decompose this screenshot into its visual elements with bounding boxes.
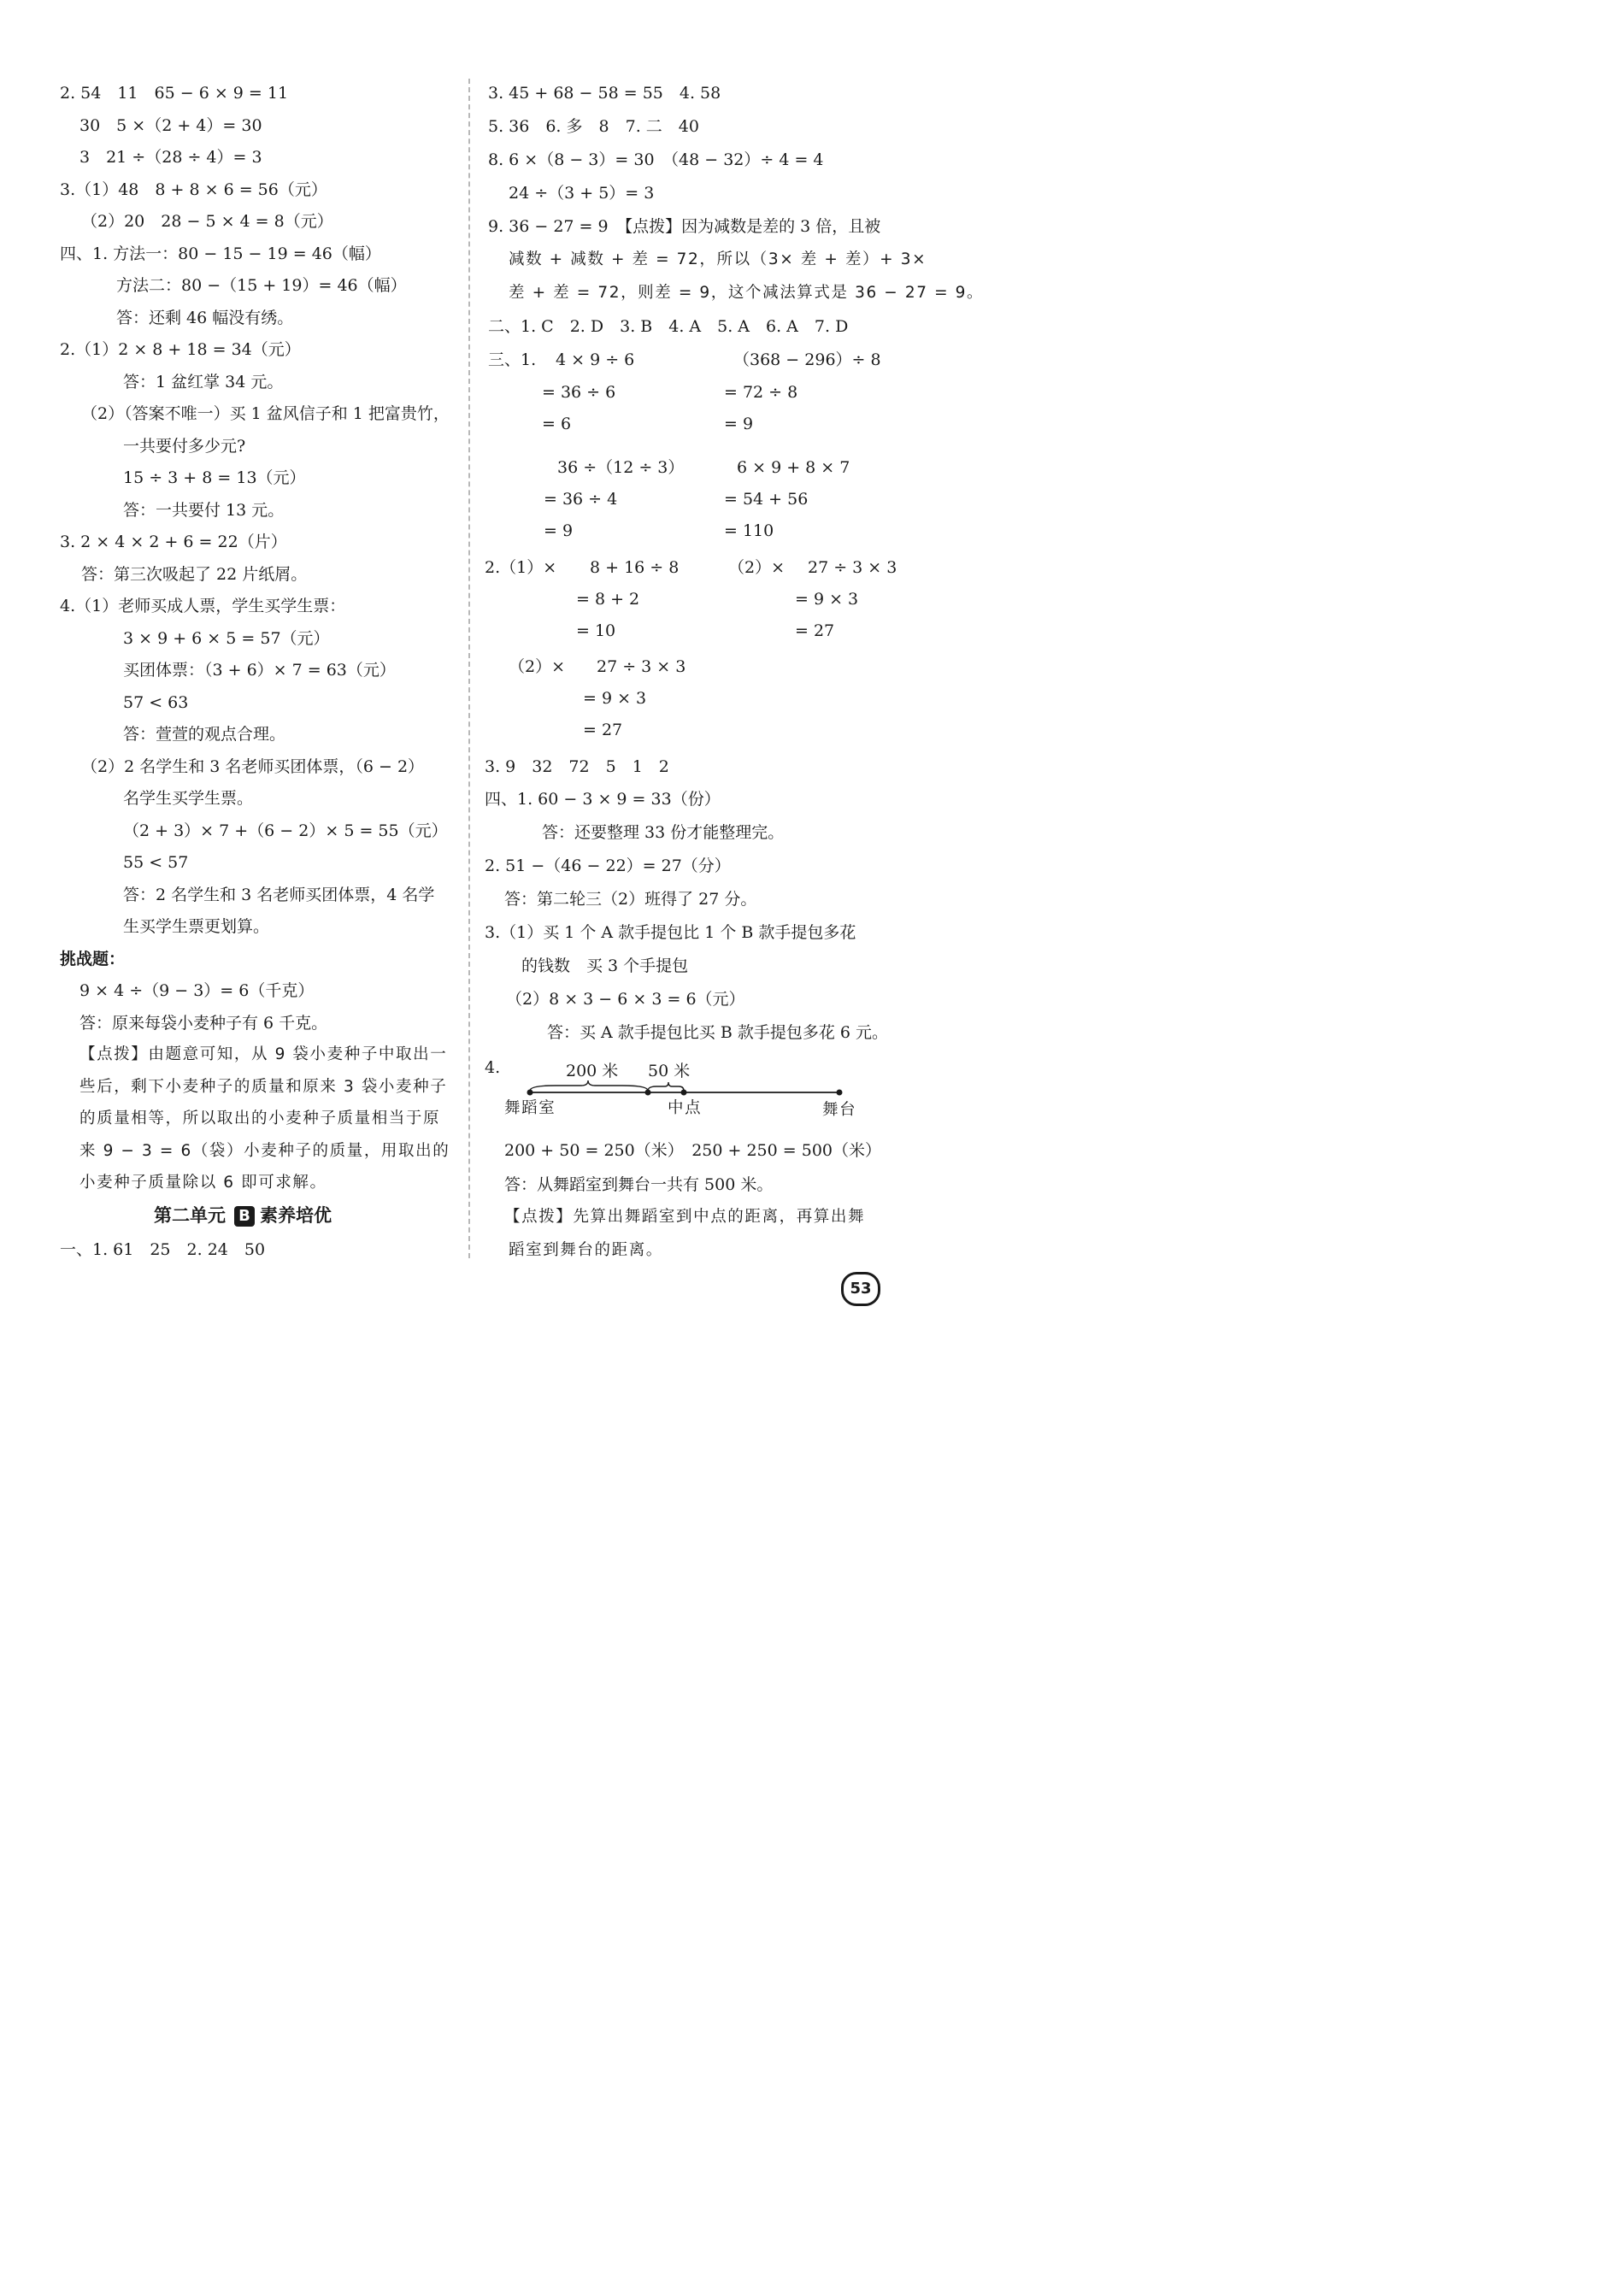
answer-key-page [0, 0, 985, 1340]
left-line-1: 2. 54 11 65 − 6 × 9 = 11 [60, 84, 289, 103]
calc-c-3: = 9 [544, 521, 574, 540]
calc-a-1: 4 × 9 ÷ 6 [556, 350, 635, 369]
page-number: 53 [841, 1272, 880, 1306]
left-line-25: 55 < 57 [123, 853, 189, 872]
q2-3-calc-3: = 27 [583, 721, 623, 739]
right-line-s4-3c: （2）8 × 3 − 6 × 3 = 6（元） [506, 990, 745, 1009]
label-end: 舞台 [822, 1101, 857, 1119]
unit-title-prefix: 第二单元 [154, 1205, 226, 1226]
left-line-8: 答：还剩 46 幅没有绣。 [116, 309, 294, 327]
left-line-10: 答：1 盆红掌 34 元。 [123, 373, 284, 391]
right-line-6: 减数 + 减数 + 差 = 72，所以（3× 差 + 差）+ 3× [509, 250, 927, 268]
right-line-7: 差 + 差 = 72，则差 = 9，这个减法算式是 36 − 27 = 9。 [509, 284, 985, 302]
left-line-21: 答：萱萱的观点合理。 [123, 725, 286, 744]
left-line-16: 答：第三次吸起了 22 片纸屑。 [81, 565, 308, 584]
left-line-36: 一、1. 61 25 2. 24 50 [60, 1240, 266, 1259]
calc-b-3: = 9 [724, 415, 754, 433]
right-hint-line-1: 【点拨】先算出舞蹈室到中点的距离，再算出舞 [504, 1208, 866, 1226]
point-after-200 [645, 1090, 651, 1096]
q2-3-label: （2）× [509, 657, 566, 676]
unit-title [154, 1204, 332, 1227]
right-line-5: 9. 36 − 27 = 9 【点拨】因为减数是差的 3 倍，且被 [488, 217, 881, 236]
right-line-s4-4-calc: 200 + 50 = 250（米） 250 + 250 = 500（米） [504, 1141, 881, 1160]
left-line-17: 4.（1）老师买成人票，学生买学生票： [60, 597, 346, 615]
right-line-3: 8. 6 ×（8 − 3）= 30 （48 − 32）÷ 4 = 4 [488, 150, 824, 169]
q2-2-calc-2: = 9 × 3 [795, 590, 859, 609]
calc-d-3: = 110 [724, 521, 774, 540]
brace-50 [648, 1082, 684, 1091]
q2-1-calc-2: = 8 + 2 [576, 590, 640, 609]
right-hint-line-2: 蹈室到舞台的距离。 [509, 1241, 663, 1259]
q2-1-calc-1: 8 + 16 ÷ 8 [590, 558, 680, 577]
label-50: 50 米 [648, 1062, 691, 1080]
calc-b-2: = 72 ÷ 8 [724, 383, 798, 402]
unit-title-suffix: 素养培优 [260, 1205, 332, 1226]
right-line-s4-2-ans: 答：第二轮三（2）班得了 27 分。 [504, 890, 757, 909]
hint-line-3: 的质量相等，所以取出的小麦种子质量相当于原 [79, 1110, 441, 1127]
left-line-9: 2.（1）2 × 8 + 18 = 34（元） [60, 340, 301, 359]
left-line-4: 3.（1）48 8 + 8 × 6 = 56（元） [60, 180, 327, 199]
left-line-3: 3 21 ÷（28 ÷ 4）= 3 [79, 148, 262, 167]
right-line-s4-1: 四、1. 60 − 3 × 9 = 33（份） [485, 790, 721, 809]
hint-line-4: 来 9 − 3 = 6（袋）小麦种子的质量，用取出的 [79, 1142, 450, 1160]
right-line-s4-3-ans: 答：买 A 款手提包比买 B 款手提包多花 6 元。 [547, 1023, 889, 1042]
right-line-s4-4: 4. [485, 1058, 501, 1077]
left-line-7: 方法二：80 −（15 + 19）= 46（幅） [116, 276, 407, 295]
right-line-1: 3. 45 + 68 − 58 = 55 4. 58 [488, 84, 721, 103]
right-line-s4-3b: 的钱数 买 3 个手提包 [521, 956, 689, 975]
q2-2-calc-3: = 27 [795, 621, 835, 640]
calc-c-2: = 36 ÷ 4 [544, 490, 618, 509]
calc-d-2: = 54 + 56 [724, 490, 809, 509]
calc-a-2: = 36 ÷ 6 [542, 383, 616, 402]
left-line-15: 3. 2 × 4 × 2 + 6 = 22（片） [60, 533, 287, 551]
left-line-27: 生买学生票更划算。 [123, 917, 270, 936]
right-line-s4-3a: 3.（1）买 1 个 A 款手提包比 1 个 B 款手提包多花 [485, 923, 856, 942]
challenge-heading: 挑战题： [60, 950, 126, 968]
label-200: 200 米 [566, 1062, 619, 1080]
q2-3-calc-1: 27 ÷ 3 × 3 [597, 657, 686, 676]
q2-2-calc-1: 27 ÷ 3 × 3 [808, 558, 897, 577]
right-line-s4-1-ans: 答：还要整理 33 份才能整理完。 [542, 823, 785, 842]
hint-line-1: 【点拨】由题意可知，从 9 袋小麦种子中取出一 [79, 1045, 448, 1063]
point-end [837, 1090, 843, 1096]
left-line-18: 3 × 9 + 6 × 5 = 57（元） [123, 629, 330, 648]
hint-line-5: 小麦种子质量除以 6 即可求解。 [79, 1174, 327, 1192]
left-line-14: 答：一共要付 13 元。 [123, 501, 285, 520]
left-line-2: 30 5 ×（2 + 4）= 30 [79, 116, 262, 135]
right-line-2: 5. 36 6. 多 8 7. 二 40 [488, 117, 699, 136]
q2-1-calc-3: = 10 [576, 621, 616, 640]
left-line-12: 一共要付多少元? [123, 437, 246, 456]
column-divider [468, 79, 470, 1258]
right-line-4: 24 ÷（3 + 5）= 3 [509, 184, 655, 203]
label-mid: 中点 [668, 1099, 703, 1117]
left-line-20: 57 < 63 [123, 693, 189, 712]
left-line-19: 买团体票：（3 + 6）× 7 = 63（元） [123, 661, 396, 680]
section-three-label: 三、1. [488, 350, 537, 369]
calc-b-1: （368 − 296）÷ 8 [733, 350, 881, 369]
calc-a-3: = 6 [542, 415, 572, 433]
q2-2-label: （2）× [728, 558, 786, 577]
q2-1-label: 2.（1）× [485, 558, 557, 577]
unit-badge: B [234, 1206, 255, 1227]
left-line-23: 名学生买学生票。 [123, 789, 254, 808]
left-line-6: 四、1. 方法一：80 − 15 − 19 = 46（幅） [60, 244, 381, 263]
point-mid [681, 1090, 687, 1096]
point-start [527, 1090, 533, 1096]
left-line-11: （2）（答案不唯一）买 1 盆风信子和 1 把富贵竹， [81, 404, 450, 423]
left-line-24: （2 + 3）× 7 +（6 − 2）× 5 = 55（元） [123, 821, 448, 840]
hint-line-2: 些后，剩下小麦种子的质量和原来 3 袋小麦种子 [79, 1078, 448, 1096]
left-line-30: 答：原来每袋小麦种子有 6 千克。 [79, 1014, 328, 1033]
right-line-s4-2: 2. 51 −（46 − 22）= 27（分） [485, 856, 731, 875]
right-line-q3: 3. 9 32 72 5 1 2 [485, 757, 669, 776]
right-line-8: 二、1. C 2. D 3. B 4. A 5. A 6. A 7. D [488, 317, 849, 336]
q2-3-calc-2: = 9 × 3 [583, 689, 647, 708]
left-line-5: （2）20 28 − 5 × 4 = 8（元） [81, 212, 333, 231]
left-line-26: 答：2 名学生和 3 名老师买团体票，4 名学 [123, 886, 435, 904]
right-line-s4-4-ans: 答：从舞蹈室到舞台一共有 500 米。 [504, 1175, 774, 1194]
left-line-13: 15 ÷ 3 + 8 = 13（元） [123, 468, 306, 487]
calc-c-1: 36 ÷（12 ÷ 3） [557, 458, 685, 477]
left-line-29: 9 × 4 ÷（9 − 3）= 6（千克） [79, 981, 315, 1000]
calc-d-1: 6 × 9 + 8 × 7 [737, 458, 850, 477]
label-start: 舞蹈室 [504, 1099, 556, 1117]
left-line-22: （2）2 名学生和 3 名老师买团体票，（6 − 2） [81, 757, 425, 776]
